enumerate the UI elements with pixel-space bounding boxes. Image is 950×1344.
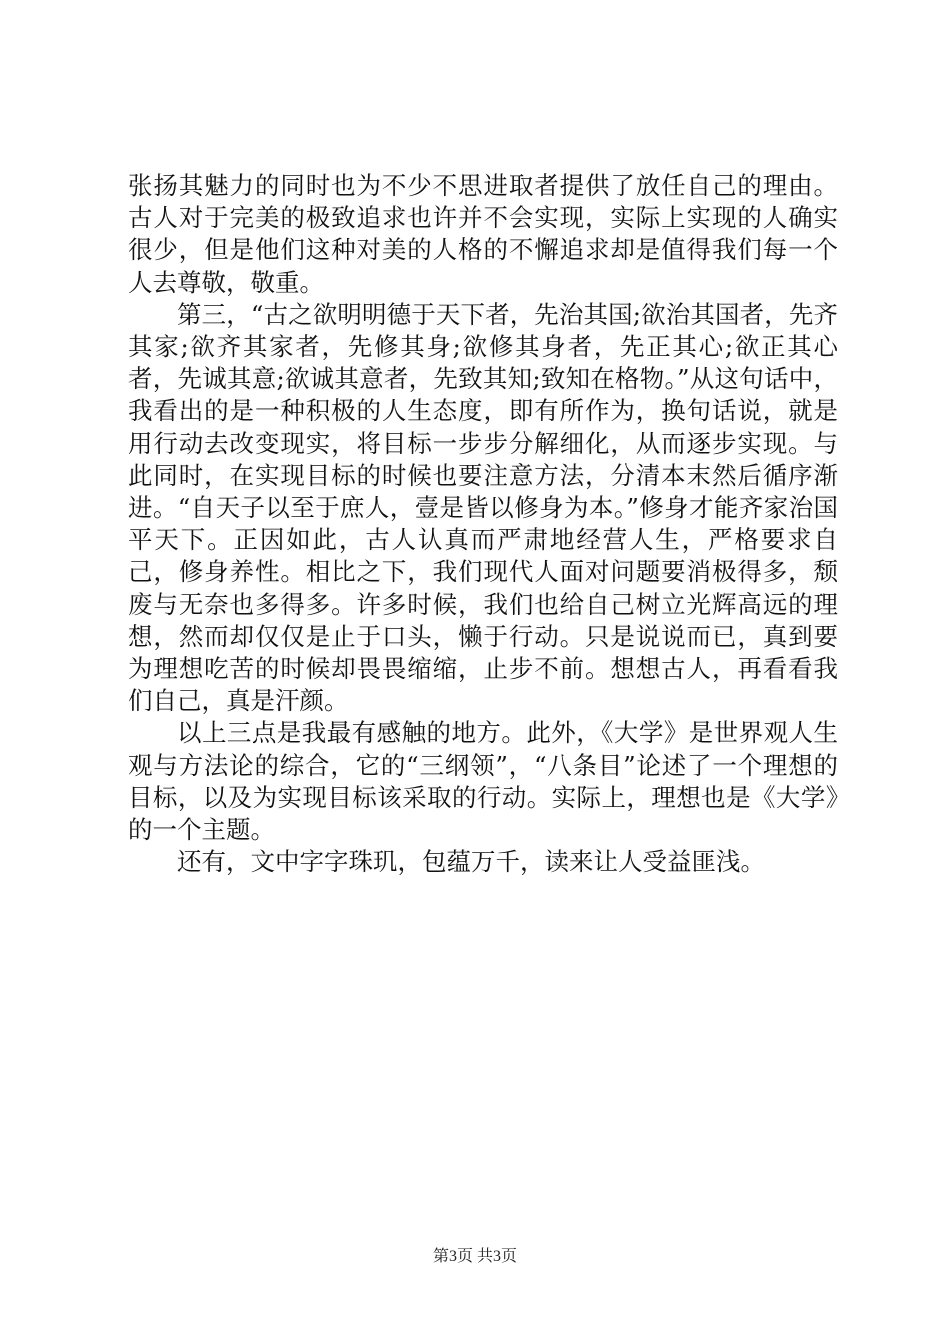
- page-footer: [0, 1243, 950, 1266]
- paragraph-2: 第三，“古之欲明明德于天下者，先治其国;欲治其国者，先齐其家;欲齐其家者，先修其身;欲修其身者，先正其心;欲正其心者，先诚其意;欲诚其意者，先致其知;致知在格物。”从这句话中，我看出的是一种积极的人生态度，即有所作为，换句话说，就是用行动去改变现实，将目标一步步分解细化，从而逐步实现。与此同时，在实现目标的时候也要注意方法，分清本末然后循序渐进。“自天子以至于庶人，壹是皆以修身为本。”修身才能齐家治国平天下。正因如此，古人认真而严肃地经营人生，严格要求自己，修身养性。相比之下，我们现代人面对问题要消极得多，颓废与无奈也多得多。许多时候，我们也给自己树立光辉高远的理想，然而却仅仅是止于口头，懒于行动。只是说说而已，真到要为理想吃苦的时候却畏畏缩缩，止步不前。想想古人，再看看我们自己，真是汗颜。: [128, 299, 838, 716]
- paragraph-4: 还有，文中字字珠玑，包蕴万千，读来让人受益匪浅。: [177, 847, 765, 877]
- paragraph-1: 张扬其魅力的同时也为不少不思进取者提供了放任自己的理由。古人对于完美的极致追求也许并不会实现，实际上实现的人确实很少，但是他们这种对美的人格的不懈追求却是值得我们每一个人去尊敬，敬重。: [128, 171, 838, 297]
- page-number-label: 第3页 共3页: [432, 1248, 517, 1265]
- paragraph-3: 以上三点是我最有感触的地方。此外，《大学》是世界观人生观与方法论的综合，它的“三纲领”，“八条目”论述了一个理想的目标，以及为实现目标该采取的行动。实际上，理想也是《大学》的一个主题。: [128, 718, 838, 845]
- document-body: [128, 170, 838, 878]
